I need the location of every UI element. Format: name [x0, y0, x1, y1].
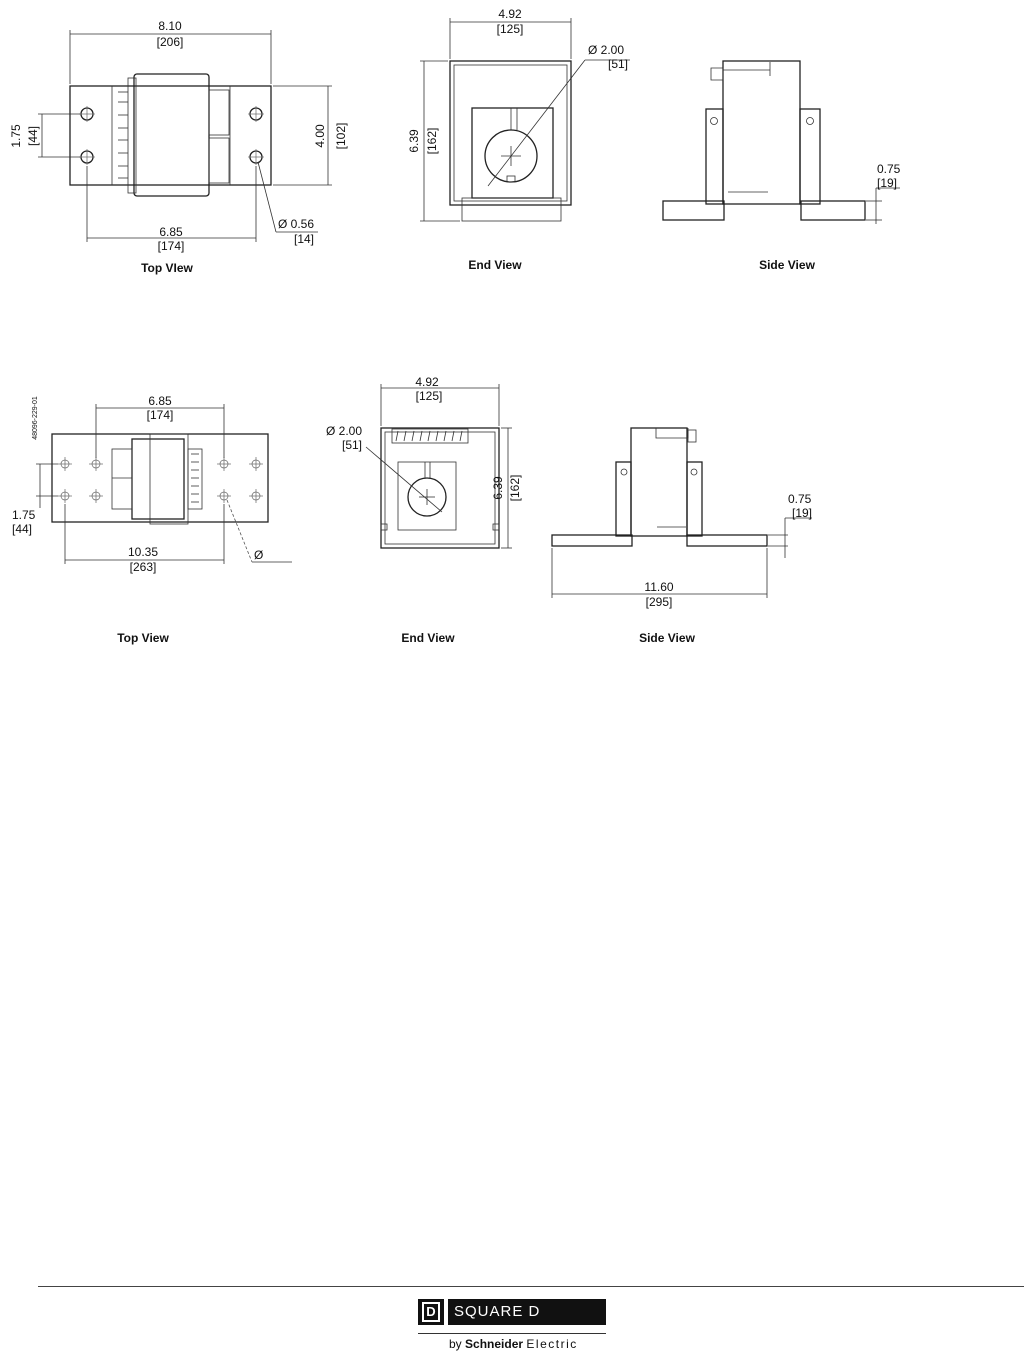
dim-side2-thickness: 0.75 [788, 492, 812, 506]
dim-top1-spacing-mm: [44] [26, 125, 40, 147]
caption-end-view-1: End View [468, 258, 522, 272]
dim-end1-width-mm: [125] [496, 22, 524, 36]
dim-top2-spacing: 1.75 [12, 508, 36, 522]
footer-rule [38, 1286, 1024, 1287]
dim-top1-pitch-mm: [174] [157, 239, 185, 253]
end-view-2 [326, 375, 522, 645]
caption-top-view-2: Top View [117, 631, 169, 645]
dim-end2-width: 4.92 [415, 375, 439, 389]
dim-end1-height: 6.39 [407, 129, 421, 153]
dim-top1-height-mm: [102] [334, 122, 348, 150]
dim-end1-height-mm: [162] [425, 127, 439, 155]
dim-top2-pitch: 6.85 [148, 394, 172, 408]
dim-end2-window-mm: [51] [342, 438, 363, 452]
side-view-1 [663, 61, 901, 272]
logo-rule [418, 1333, 606, 1334]
logo-brand-name: SQUARE D [448, 1299, 606, 1325]
caption-top-view-1: Top VIew [141, 261, 193, 275]
document-number: 48096-229-01 [32, 396, 39, 440]
dim-side2-length-mm: [295] [645, 595, 673, 609]
dim-end2-height-mm: [162] [508, 474, 522, 502]
side-view-2 [552, 428, 812, 645]
top-view-1 [9, 19, 348, 275]
dim-top1-hole-dia: Ø 0.56 [278, 217, 315, 231]
dim-end1-window-mm: [51] [608, 57, 629, 71]
dim-top2-hole-dia: Ø [254, 548, 264, 562]
dim-top1-pitch: 6.85 [159, 225, 183, 239]
square-d-logo [418, 1299, 606, 1325]
logo-tagline [449, 1337, 578, 1351]
dim-side2-length: 11.60 [644, 580, 674, 594]
top-view-2 [12, 394, 292, 645]
dim-top2-spacing-mm: [44] [12, 522, 33, 536]
caption-side-view-2: Side View [639, 631, 695, 645]
dim-end1-window: Ø 2.00 [588, 43, 625, 57]
dim-side1-thickness-mm: [19] [877, 176, 898, 190]
dim-top1-width: 8.10 [158, 19, 182, 33]
dim-top2-pitch-mm: [174] [146, 408, 174, 422]
dim-side1-thickness: 0.75 [877, 162, 901, 176]
caption-side-view-1: Side View [759, 258, 815, 272]
logo-d-mark: D [418, 1299, 444, 1325]
caption-end-view-2: End View [401, 631, 455, 645]
dim-end2-window: Ø 2.00 [326, 424, 363, 438]
logo-by: by [449, 1337, 462, 1351]
dim-top1-height: 4.00 [313, 124, 327, 148]
dim-top2-overall-mm: [263] [129, 560, 157, 574]
dim-top1-width-mm: [206] [156, 35, 184, 49]
dim-top1-spacing: 1.75 [9, 124, 23, 148]
dim-top1-hole-dia-mm: [14] [294, 232, 315, 246]
dim-top2-overall: 10.35 [127, 545, 159, 559]
end-view-1 [407, 7, 630, 272]
logo-company-suffix: Electric [526, 1337, 578, 1351]
dim-side2-thickness-mm: [19] [792, 506, 813, 520]
logo-company: Schneider [465, 1337, 524, 1351]
dim-end2-width-mm: [125] [415, 389, 443, 403]
dim-end2-height: 6.39 [491, 476, 505, 500]
dim-end1-width: 4.92 [498, 7, 522, 21]
